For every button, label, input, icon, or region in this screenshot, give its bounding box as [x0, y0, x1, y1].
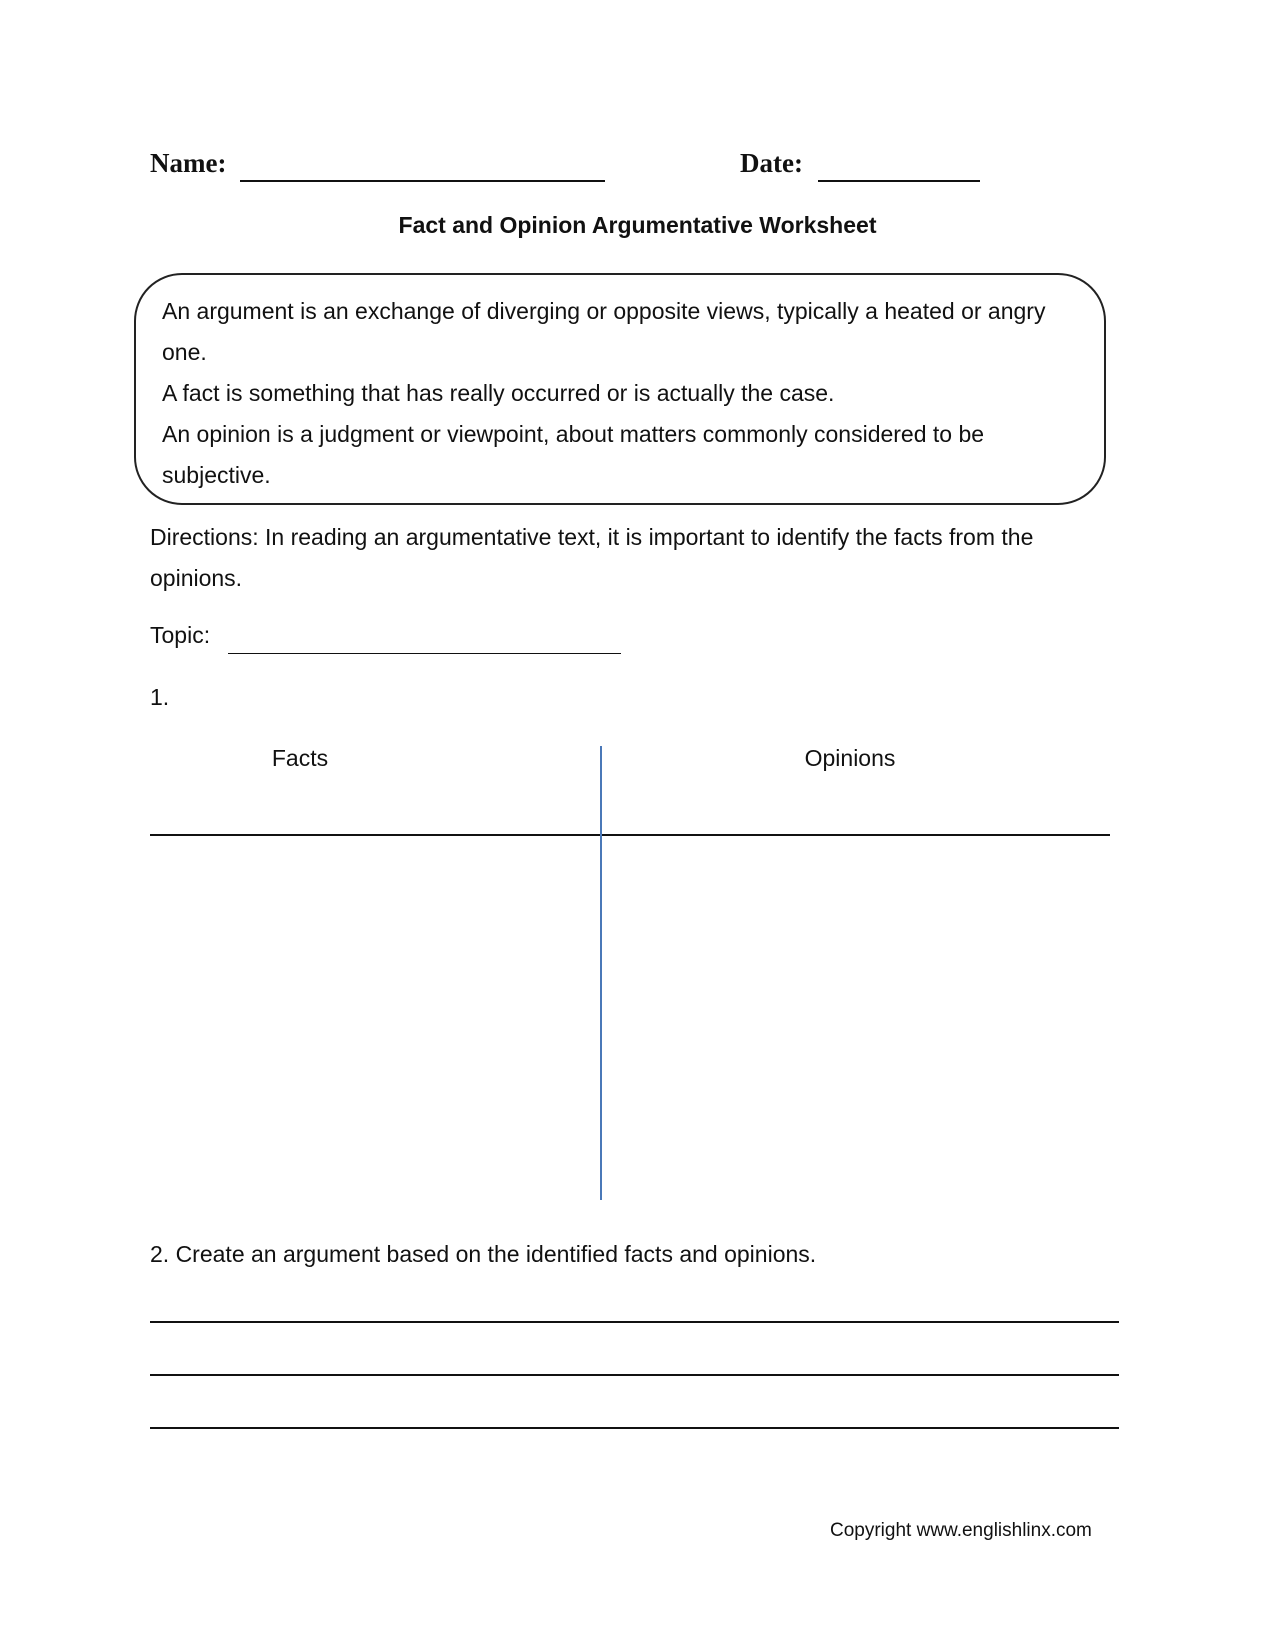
- directions-text: Directions: In reading an argumentative text, it is important to identify the facts from the opinions.: [150, 524, 1034, 591]
- worksheet-title: Fact and Opinion Argumentative Worksheet: [398, 212, 877, 238]
- t-chart-horizontal-divider: [150, 834, 1110, 836]
- opinions-column-header: Opinions: [804, 745, 896, 771]
- facts-column-header: Facts: [271, 745, 329, 771]
- name-field[interactable]: [240, 180, 605, 182]
- opinion-definition: An opinion is a judgment or viewpoint, about matters commonly considered to be subjective.: [162, 421, 985, 488]
- question-2-prompt: 2. Create an argument based on the identified facts and opinions.: [150, 1241, 817, 1267]
- question-1-number: 1.: [150, 684, 170, 710]
- topic-label: Topic:: [150, 622, 211, 648]
- name-label: Name:: [150, 148, 227, 178]
- date-field[interactable]: [818, 180, 980, 182]
- copyright-notice: Copyright www.englishlinx.com: [830, 1520, 1092, 1541]
- answer-line[interactable]: [150, 1427, 1119, 1429]
- answer-line[interactable]: [150, 1321, 1119, 1323]
- fact-definition: A fact is something that has really occurred or is actually the case.: [162, 380, 835, 406]
- answer-line[interactable]: [150, 1374, 1119, 1376]
- date-label: Date:: [740, 148, 803, 178]
- t-chart-vertical-divider: [600, 746, 602, 1200]
- topic-field[interactable]: [228, 653, 621, 654]
- argument-definition: An argument is an exchange of diverging or opposite views, typically a heated or angry one.: [162, 298, 1046, 365]
